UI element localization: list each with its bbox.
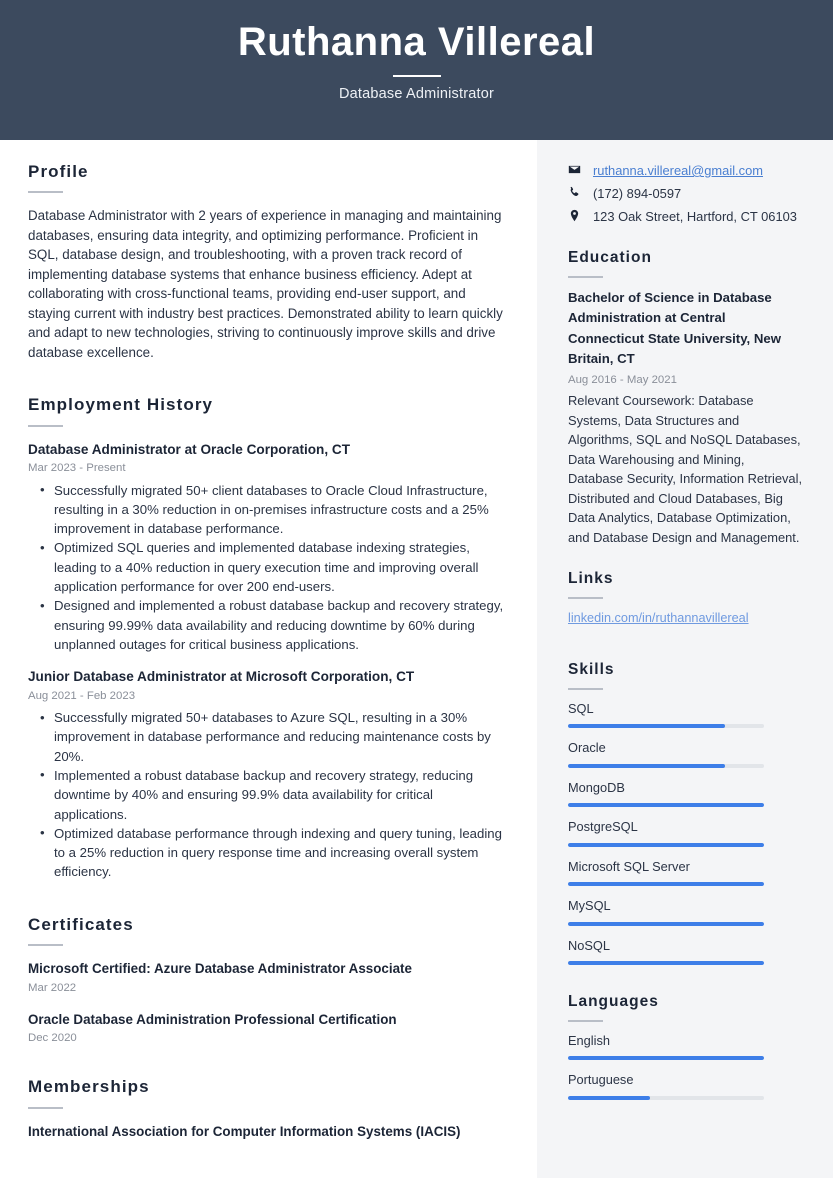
skill-level-fill bbox=[568, 843, 764, 847]
job-bullet: • Successfully migrated 50+ client databases to Oracle Cloud Infrastructure, resulting in a 30% reduction in on-premises infrastructure costs and a 25% improvement in database performance. bbox=[28, 481, 504, 539]
candidate-name: Ruthanna Villereal bbox=[237, 20, 596, 64]
certificates-heading: Certificates bbox=[28, 914, 134, 934]
skill-label: SQL bbox=[568, 700, 594, 716]
spacer bbox=[28, 368, 504, 395]
skill-label: MongoDB bbox=[568, 779, 625, 795]
skill-item bbox=[568, 700, 803, 729]
job-bullets bbox=[28, 481, 504, 655]
certificate-entry bbox=[28, 1010, 504, 1048]
links-heading-divider bbox=[568, 597, 603, 599]
spacer bbox=[568, 976, 803, 993]
skill-level-fill bbox=[568, 882, 764, 886]
section-profile bbox=[28, 162, 504, 362]
education-description: Relevant Coursework: Database Systems, Data Structures and Algorithms, SQL and NoSQL Databases, Data Warehousing and Mining, Database Security, Information Retrieval, Distributed and Cloud Databases, Big Data Analytics, Database Optimization, and Database Design and Management. bbox=[568, 393, 803, 545]
skill-level-fill bbox=[568, 961, 764, 965]
skill-level-fill bbox=[568, 922, 764, 926]
job-bullet: • Optimized SQL queries and implemented database indexing strategies, leading to a 40% reduction in query execution time and improving overall application performance for over 200 end-users. bbox=[28, 538, 504, 596]
contact-email-link[interactable]: ruthanna.villereal@gmail.com bbox=[593, 163, 763, 178]
resume-body bbox=[0, 140, 833, 1178]
contact-address-row bbox=[568, 208, 803, 225]
skill-level-fill bbox=[568, 724, 725, 728]
contact-phone-row bbox=[568, 185, 803, 202]
skill-level-track bbox=[568, 882, 764, 886]
education-heading-divider bbox=[568, 276, 603, 278]
section-certificates bbox=[28, 915, 504, 1047]
certificate-date: Mar 2022 bbox=[28, 981, 77, 994]
skill-label: MySQL bbox=[568, 898, 611, 914]
section-education bbox=[568, 249, 803, 547]
profile-heading-divider bbox=[28, 191, 63, 193]
linkedin-link[interactable]: linkedin.com/in/ruthannavillereal bbox=[568, 610, 749, 625]
certificate-date: Dec 2020 bbox=[28, 1032, 77, 1045]
skill-label: Oracle bbox=[568, 740, 606, 756]
education-date: Aug 2016 - May 2021 bbox=[568, 373, 677, 386]
certificate-title: Microsoft Certified: Azure Database Administrator Associate bbox=[28, 961, 412, 977]
skill-item bbox=[568, 739, 803, 768]
skill-item bbox=[568, 779, 803, 808]
spacer bbox=[28, 1060, 504, 1077]
employment-heading: Employment History bbox=[28, 395, 214, 415]
job-bullets bbox=[28, 708, 504, 882]
contact-address-text: 123 Oak Street, Hartford, CT 06103 bbox=[593, 209, 797, 224]
skill-level-track bbox=[568, 803, 764, 807]
sidebar-column bbox=[537, 140, 833, 1178]
language-label: Portuguese bbox=[568, 1072, 634, 1088]
education-heading: Education bbox=[568, 249, 652, 266]
skill-level-track bbox=[568, 922, 764, 926]
skill-level-track bbox=[568, 764, 764, 768]
language-level-track bbox=[568, 1056, 764, 1060]
skill-level-fill bbox=[568, 803, 764, 807]
job-bullet: • Optimized database performance through indexing and query tuning, leading to a 25% reduction in query response time and increasing overall system efficiency. bbox=[28, 824, 504, 882]
skill-item bbox=[568, 897, 803, 926]
memberships-heading-divider bbox=[28, 1107, 63, 1109]
skill-item bbox=[568, 858, 803, 887]
language-item bbox=[568, 1071, 803, 1100]
certificate-entry bbox=[28, 959, 504, 997]
resume-header bbox=[0, 0, 833, 140]
links-heading: Links bbox=[568, 570, 614, 588]
phone-icon bbox=[568, 185, 585, 199]
profile-heading: Profile bbox=[28, 162, 89, 181]
language-level-fill bbox=[568, 1096, 650, 1100]
location-pin-icon bbox=[568, 208, 585, 222]
spacer bbox=[568, 553, 803, 570]
job-bullet: • Implemented a robust database backup and recovery strategy, reducing downtime by 40% and ensuring 99.9% data availability for critical applications. bbox=[28, 766, 504, 824]
skills-heading: Skills bbox=[568, 660, 615, 678]
main-column bbox=[0, 140, 537, 1178]
job-entry bbox=[28, 667, 504, 881]
skill-label: NoSQL bbox=[568, 937, 610, 953]
languages-heading: Languages bbox=[568, 993, 659, 1011]
skill-label: Microsoft SQL Server bbox=[568, 858, 690, 874]
contact-email-row bbox=[568, 162, 803, 179]
language-label: English bbox=[568, 1032, 610, 1048]
skills-heading-divider bbox=[568, 688, 603, 690]
section-employment-history bbox=[28, 395, 504, 881]
certificate-title: Oracle Database Administration Professional Certification bbox=[28, 1011, 397, 1027]
skill-level-track bbox=[568, 724, 764, 728]
language-level-track bbox=[568, 1096, 764, 1100]
spacer bbox=[28, 888, 504, 915]
job-title: Junior Database Administrator at Microsoft Corporation, CT bbox=[28, 669, 415, 685]
skill-item bbox=[568, 937, 803, 966]
candidate-job-title: Database Administrator bbox=[338, 86, 495, 102]
skill-label: PostgreSQL bbox=[568, 819, 638, 835]
job-bullet: • Designed and implemented a robust database backup and recovery strategy, ensuring 99.99% data availability and reducing downtime by 60% during unplanned outages for critical business applications. bbox=[28, 596, 504, 654]
certificates-heading-divider bbox=[28, 944, 63, 946]
skill-item bbox=[568, 818, 803, 847]
membership-entry: International Association for Computer Information Systems (IACIS) bbox=[28, 1123, 461, 1139]
profile-text: Database Administrator with 2 years of experience in managing and maintaining databases, ensuring data integrity, and optimizing performance. Proficient in SQL, database design, and troubleshooting, with a proven track record of implementing database systems that enhance business efficiency. Adept at collaborating with cross-functional teams, providing end-user support, and staying current with industry best practices. Demonstrated ability to learn quickly and adapt to new technologies, striving to continuously improve skills and drive database excellence. bbox=[28, 208, 503, 360]
spacer bbox=[568, 634, 803, 661]
envelope-icon bbox=[568, 162, 585, 176]
skill-level-track bbox=[568, 843, 764, 847]
section-skills bbox=[568, 661, 803, 965]
section-memberships bbox=[28, 1077, 504, 1141]
job-entry bbox=[28, 440, 504, 654]
education-degree: Bachelor of Science in Database Administration at Central Connecticut State University, New Britain, CT bbox=[568, 289, 782, 367]
contact-list bbox=[568, 162, 803, 225]
languages-heading-divider bbox=[568, 1020, 603, 1022]
memberships-heading: Memberships bbox=[28, 1077, 150, 1097]
skill-level-track bbox=[568, 961, 764, 965]
section-languages bbox=[568, 993, 803, 1100]
language-item bbox=[568, 1032, 803, 1061]
job-date: Mar 2023 - Present bbox=[28, 462, 126, 475]
skill-level-fill bbox=[568, 764, 725, 768]
language-level-fill bbox=[568, 1056, 764, 1060]
employment-heading-divider bbox=[28, 425, 63, 427]
header-divider bbox=[393, 75, 441, 77]
spacer bbox=[28, 655, 504, 667]
contact-phone-text: (172) 894-0597 bbox=[593, 186, 682, 201]
job-title: Database Administrator at Oracle Corporation, CT bbox=[28, 441, 351, 457]
section-links bbox=[568, 570, 803, 628]
job-date: Aug 2021 - Feb 2023 bbox=[28, 689, 136, 702]
job-bullet: • Successfully migrated 50+ databases to Azure SQL, resulting in a 30% improvement in database performance and reducing maintenance costs by 20%. bbox=[28, 708, 504, 766]
